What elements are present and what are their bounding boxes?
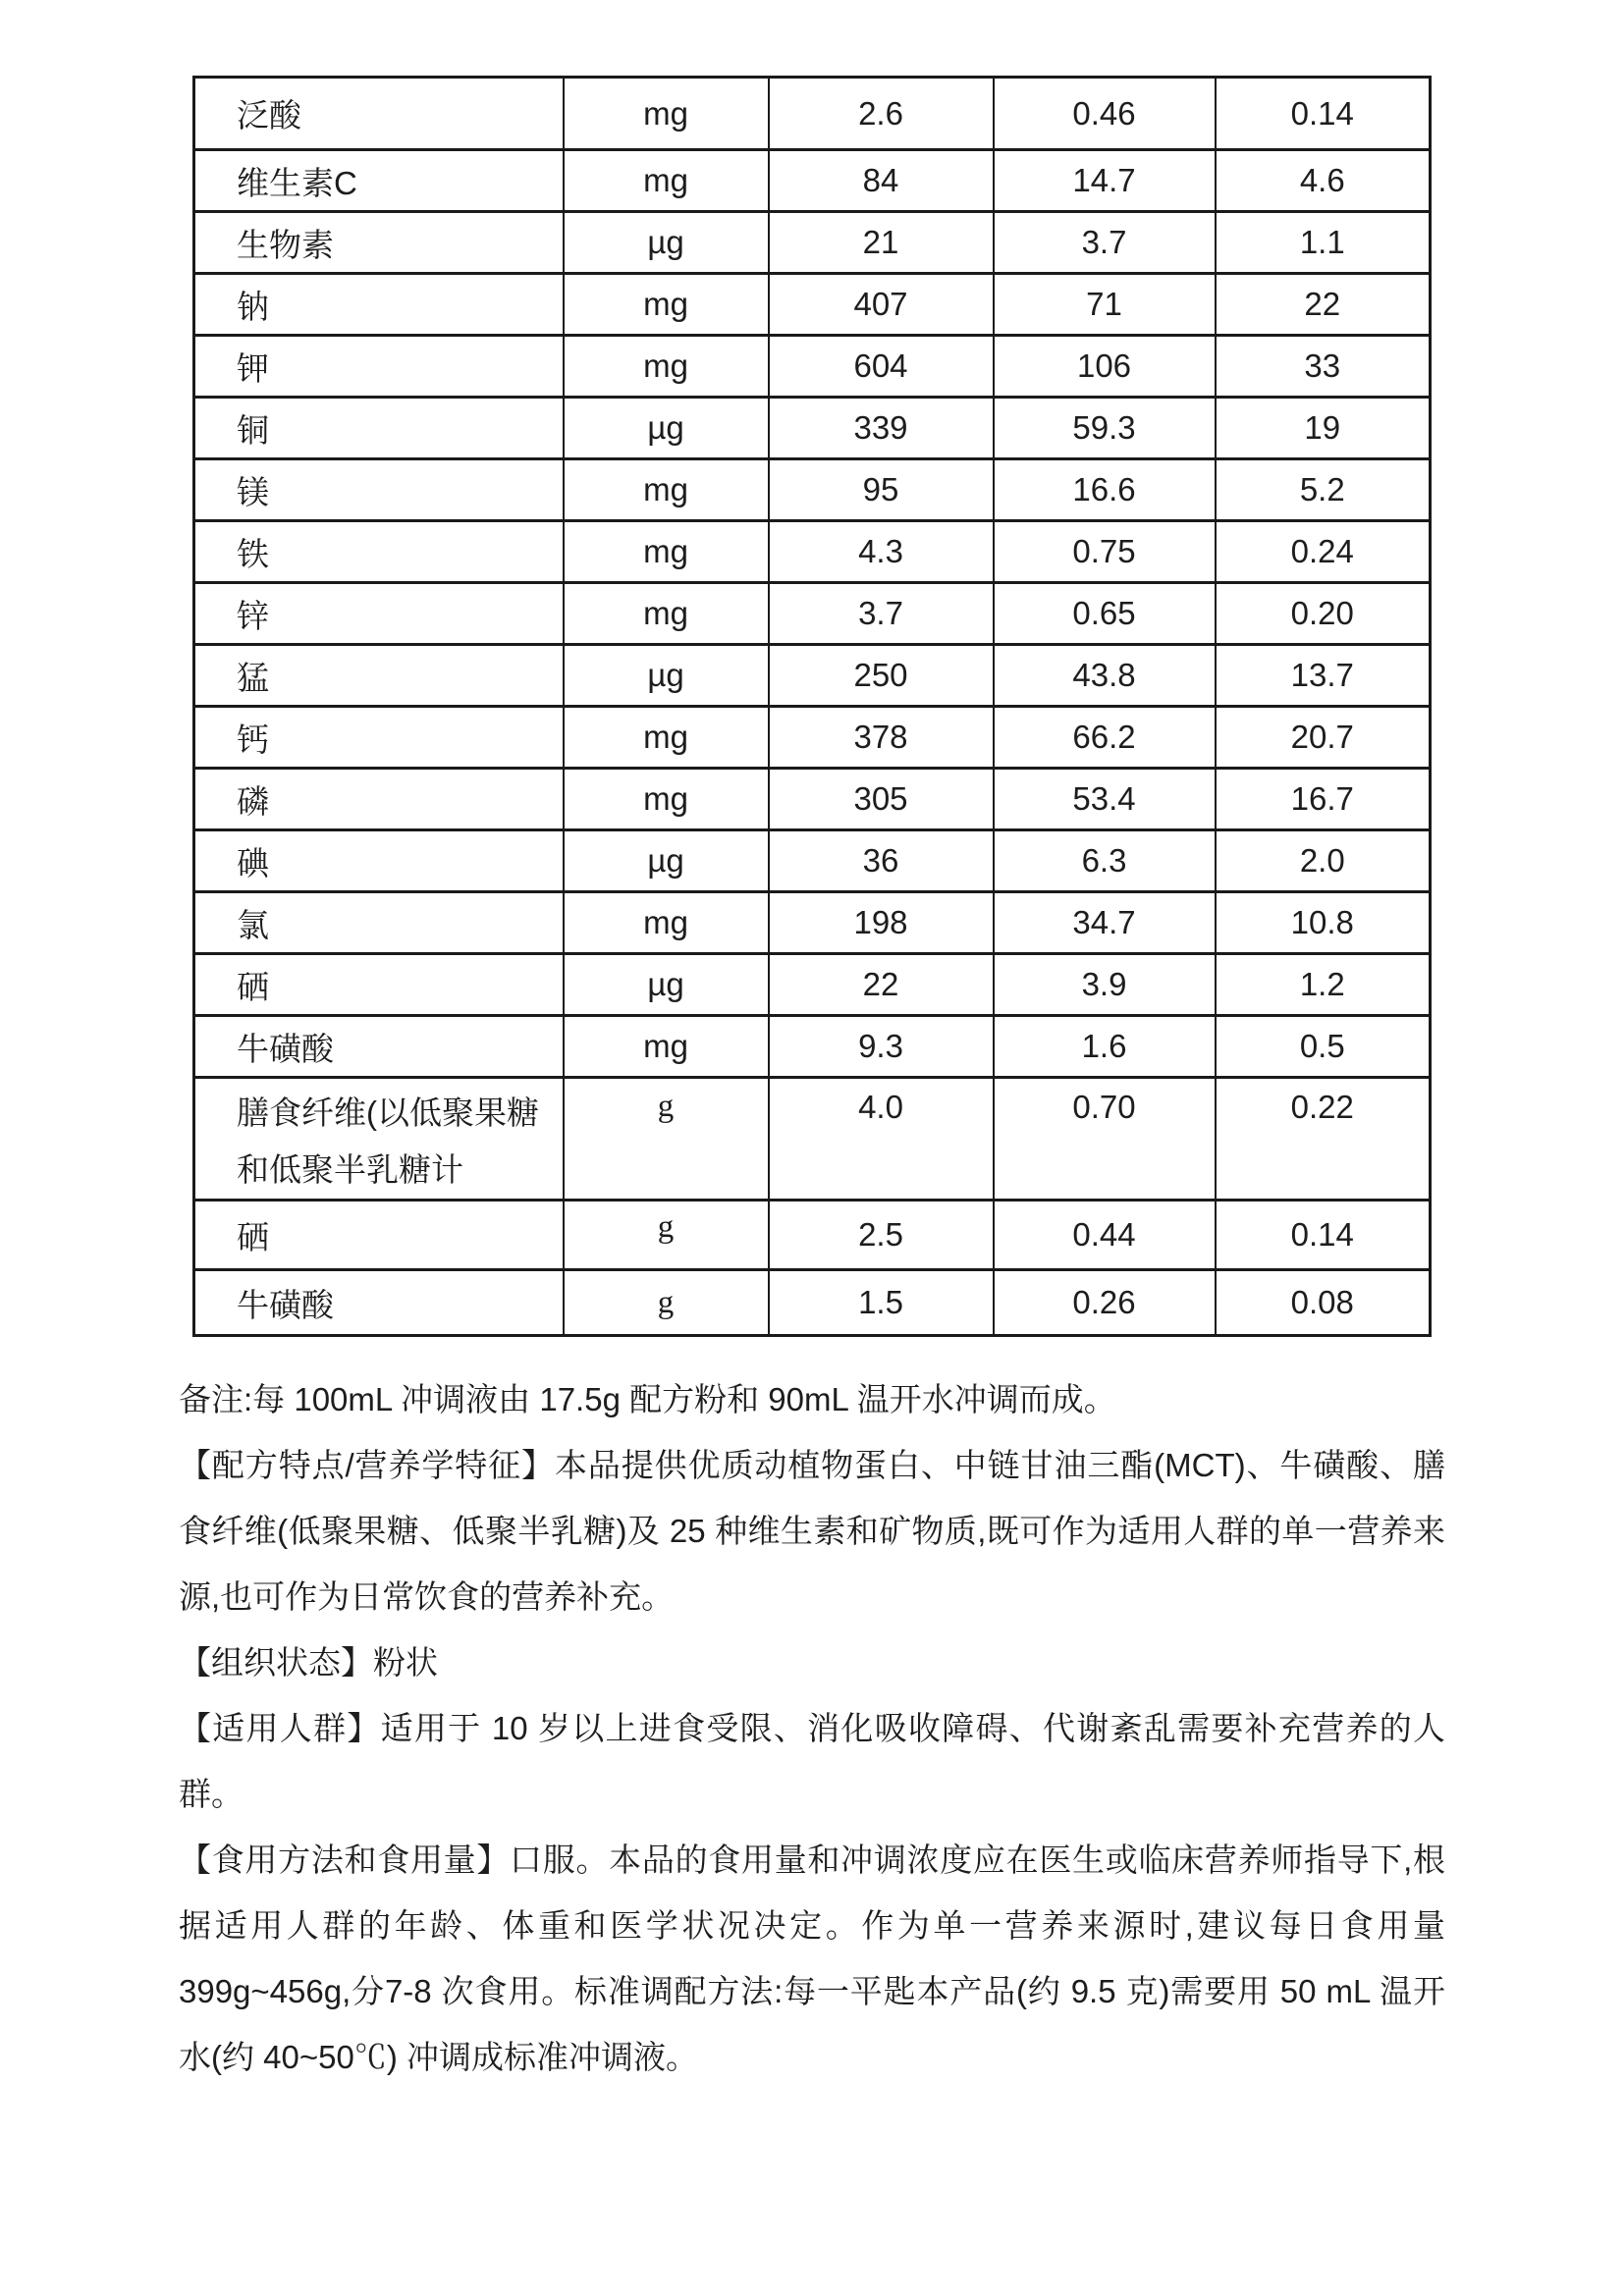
nutrient-name-cell: 牛磺酸 [194,1270,564,1336]
table-row [194,583,1431,645]
unit-cell: mg [564,707,769,769]
table-row [194,212,1431,274]
value-cell: 3.7 [769,583,994,645]
table-row [194,459,1431,521]
nutrient-name-cell: 膳食纤维(以低聚果糖和低聚半乳糖计 [194,1078,564,1201]
table-row [194,1016,1431,1078]
value-cell: 36 [769,830,994,892]
table-row [194,78,1431,150]
value-cell: 16.7 [1216,769,1431,830]
value-cell: 2.6 [769,78,994,150]
value-cell: 0.44 [994,1201,1216,1270]
table-row [194,707,1431,769]
table-row [194,830,1431,892]
value-cell: 4.0 [769,1078,994,1201]
nutrient-name-cell: 生物素 [194,212,564,274]
value-cell: 339 [769,398,994,459]
value-cell: 0.24 [1216,521,1431,583]
unit-cell: mg [564,459,769,521]
unit-cell: mg [564,78,769,150]
value-cell: 0.65 [994,583,1216,645]
value-cell: 10.8 [1216,892,1431,954]
value-cell: 66.2 [994,707,1216,769]
paragraph-usage-dosage: 【食用方法和食用量】口服。本品的食用量和冲调浓度应在医生或临床营养师指导下,根据适用人群的年龄、体重和医学状况决定。作为单一营养来源时,建议每日食用量399g~456g,分7-8 次食用。标准调配方法:每一平匙本产品(约 9.5 克)需要用 50 mL 温开水(约 40~50℃) 冲调成标准冲调液。 [179,1842,1445,2075]
unit-cell: µg [564,645,769,707]
text-block [179,1366,1445,2090]
unit-cell: g [564,1270,769,1336]
value-cell: 106 [994,336,1216,398]
nutrient-name-cell: 猛 [194,645,564,707]
value-cell: 0.75 [994,521,1216,583]
table-row [194,336,1431,398]
unit-cell: µg [564,830,769,892]
value-cell: 95 [769,459,994,521]
value-cell: 305 [769,769,994,830]
value-cell: 59.3 [994,398,1216,459]
value-cell: 0.70 [994,1078,1216,1201]
table-row [194,1078,1431,1201]
nutrient-name-cell: 铁 [194,521,564,583]
unit-cell: mg [564,274,769,336]
paragraph-target-population: 【适用人群】适用于 10 岁以上进食受限、消化吸收障碍、代谢紊乱需要补充营养的人群。 [179,1710,1445,1812]
value-cell: 9.3 [769,1016,994,1078]
value-cell: 407 [769,274,994,336]
nutrient-name-cell: 牛磺酸 [194,1016,564,1078]
nutrient-name-cell: 硒 [194,954,564,1016]
value-cell: 0.20 [1216,583,1431,645]
value-cell: 3.9 [994,954,1216,1016]
value-cell: 20.7 [1216,707,1431,769]
table-row [194,1201,1431,1270]
unit-cell: mg [564,583,769,645]
value-cell: 2.5 [769,1201,994,1270]
value-cell: 0.14 [1216,78,1431,150]
nutrient-name-cell: 钾 [194,336,564,398]
table-row [194,521,1431,583]
value-cell: 0.5 [1216,1016,1431,1078]
unit-cell: mg [564,769,769,830]
value-cell: 2.0 [1216,830,1431,892]
nutrient-name-cell: 锌 [194,583,564,645]
unit-cell: mg [564,336,769,398]
table-row [194,892,1431,954]
nutrient-name-cell: 氯 [194,892,564,954]
value-cell: 6.3 [994,830,1216,892]
value-cell: 16.6 [994,459,1216,521]
unit-cell: mg [564,1016,769,1078]
value-cell: 4.6 [1216,150,1431,212]
unit-cell: mg [564,150,769,212]
value-cell: 1.2 [1216,954,1431,1016]
value-cell: 13.7 [1216,645,1431,707]
value-cell: 22 [1216,274,1431,336]
unit-cell: mg [564,892,769,954]
table-row [194,954,1431,1016]
unit-cell: g [564,1078,769,1201]
value-cell: 22 [769,954,994,1016]
value-cell: 0.26 [994,1270,1216,1336]
value-cell: 14.7 [994,150,1216,212]
nutrient-name-cell: 钙 [194,707,564,769]
value-cell: 21 [769,212,994,274]
value-cell: 5.2 [1216,459,1431,521]
nutrient-name-cell: 硒 [194,1201,564,1270]
value-cell: 0.46 [994,78,1216,150]
nutrient-name-cell: 碘 [194,830,564,892]
value-cell: 0.22 [1216,1078,1431,1201]
value-cell: 53.4 [994,769,1216,830]
table-row [194,645,1431,707]
table-row [194,1270,1431,1336]
unit-cell: µg [564,212,769,274]
value-cell: 378 [769,707,994,769]
value-cell: 1.1 [1216,212,1431,274]
value-cell: 0.08 [1216,1270,1431,1336]
value-cell: 71 [994,274,1216,336]
value-cell: 33 [1216,336,1431,398]
value-cell: 84 [769,150,994,212]
nutrient-name-cell: 泛酸 [194,78,564,150]
paragraph-note: 备注:每 100mL 冲调液由 17.5g 配方粉和 90mL 温开水冲调而成。 [179,1381,1116,1417]
nutrient-name-cell: 磷 [194,769,564,830]
table-row [194,274,1431,336]
table-row [194,398,1431,459]
value-cell: 250 [769,645,994,707]
paragraph-physical-state: 【组织状态】粉状 [179,1644,438,1681]
value-cell: 198 [769,892,994,954]
value-cell: 19 [1216,398,1431,459]
table-row [194,150,1431,212]
nutrient-name-cell: 铜 [194,398,564,459]
unit-cell: µg [564,398,769,459]
value-cell: 604 [769,336,994,398]
nutrient-name-cell: 钠 [194,274,564,336]
value-cell: 1.5 [769,1270,994,1336]
nutrient-name-cell: 镁 [194,459,564,521]
value-cell: 4.3 [769,521,994,583]
value-cell: 1.6 [994,1016,1216,1078]
paragraph-formula-features: 【配方特点/营养学特征】本品提供优质动植物蛋白、中链甘油三酯(MCT)、牛磺酸、膳食纤维(低聚果糖、低聚半乳糖)及 25 种维生素和矿物质,既可作为适用人群的单一营养来源,也可作为日常饮食的营养补充。 [179,1447,1445,1615]
value-cell: 3.7 [994,212,1216,274]
table-row [194,769,1431,830]
unit-cell: mg [564,521,769,583]
value-cell: 43.8 [994,645,1216,707]
unit-cell: g [564,1201,769,1270]
nutrition-table [192,76,1432,1337]
value-cell: 0.14 [1216,1201,1431,1270]
nutrient-name-cell: 维生素C [194,150,564,212]
value-cell: 34.7 [994,892,1216,954]
unit-cell: µg [564,954,769,1016]
